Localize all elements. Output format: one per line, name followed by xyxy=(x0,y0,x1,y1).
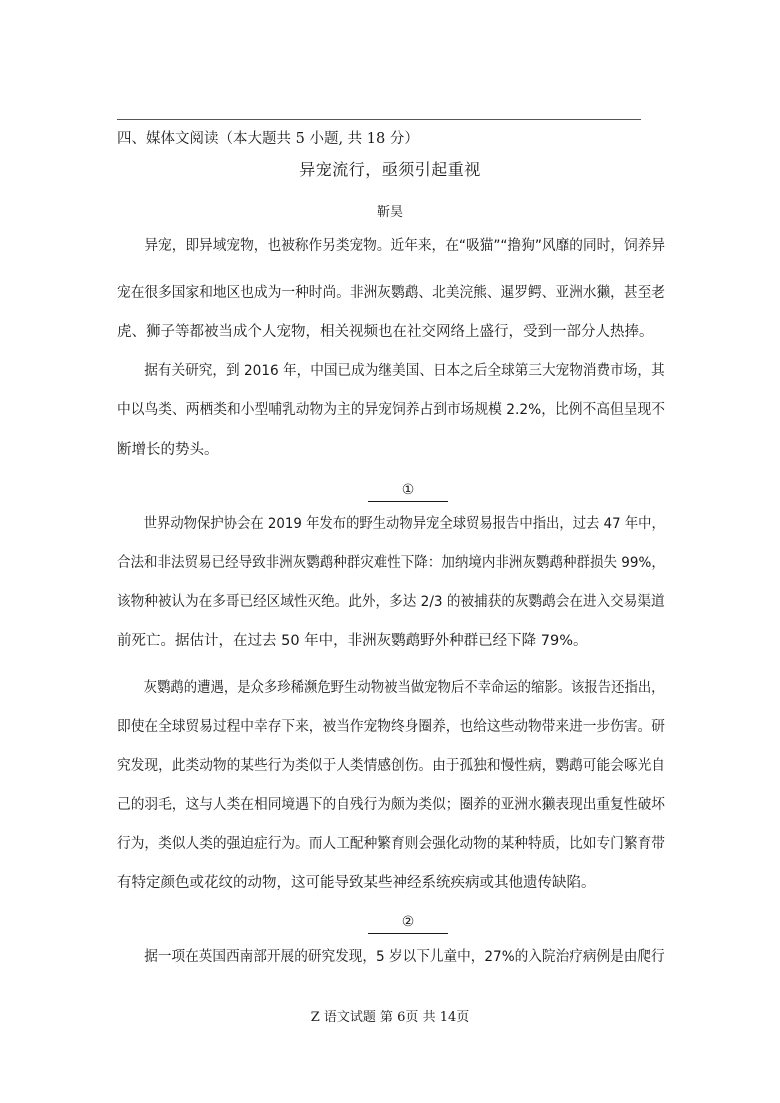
text-line: 合法和非法贸易已经导致非洲灰鹦鹉种群灾难性下降：加纳境内非洲灰鹦鹉种群损失 99%， xyxy=(117,555,665,571)
text-line: 己的羽毛，这与人类在相同境遇下的自残行为颇为类似；圈养的亚洲水獭表现出重复性破坏 xyxy=(117,797,665,813)
text-line: 前死亡。据估计，在过去 50 年中，非洲灰鹦鹉野外种群已经下降 79%。 xyxy=(117,633,588,649)
text-line: 有特定颜色或花纹的动物，这可能导致某些神经系统疾病或其他遗传缺陷。 xyxy=(117,875,596,891)
article-title: 异宠流行，亟须引起重视 xyxy=(299,160,481,179)
page-footer: Z 语文试题 第 6页 共 14页 xyxy=(310,1010,470,1025)
text-line: 行为，类似人类的强迫症行为。而人工配种繁育则会强化动物的某种特质，比如专门繁育带 xyxy=(117,836,665,852)
text-line: 中以鸟类、两栖类和小型哺乳动物为主的异宠饲养占到市场规模 2.2%，比例不高但呈现不 xyxy=(117,402,665,418)
text-line: 灰鹦鹉的遭遇，是众多珍稀濒危野生动物被当做宠物后不幸命运的缩影。该报告还指出， xyxy=(117,680,665,696)
text-line: 虎、狮子等都被当成个人宠物，相关视频也在社交网络上盛行，受到一部分人热捧。 xyxy=(117,324,654,340)
text-line: 据一项在英国西南部开展的研究发现，5 岁以下儿童中，27%的入院治疗病例是由爬行 xyxy=(117,949,665,965)
text-line: 该物种被认为在多哥已经区域性灭绝。此外，多达 2/3 的被捕获的灰鹦鹉会在进入交易渠道 xyxy=(117,594,665,610)
top-divider xyxy=(117,119,641,120)
text-line: 世界动物保护协会在 2019 年发布的野生动物异宠全球贸易报告中指出，过去 47 年中， xyxy=(117,516,665,532)
section-heading: 四、媒体文阅读（本大题共 5 小题, 共 18 分） xyxy=(117,131,419,147)
text-line: 宠在很多国家和地区也成为一种时尚。非洲灰鹦鹉、北美浣熊、暹罗鳄、亚洲水獭，甚至老 xyxy=(117,285,665,301)
subheading-blank-1: ① xyxy=(368,481,448,502)
text-line: 断增长的势头。 xyxy=(117,442,219,458)
subheading-blank-2: ② xyxy=(368,913,448,934)
text-line: 即使在全球贸易过程中幸存下来，被当作宠物终身圈养，也给这些动物带来进一步伤害。研 xyxy=(117,719,665,735)
text-line: 据有关研究，到 2016 年，中国已成为继美国、日本之后全球第三大宠物消费市场，其 xyxy=(117,363,665,379)
text-line: 异宠，即异域宠物，也被称作另类宠物。近年来，在“吸猫”“撸狗”风靡的同时，饲养异 xyxy=(117,238,666,254)
text-line: 究发现，此类动物的某些行为类似于人类情感创伤。由于孤独和慢性病，鹦鹉可能会啄光自 xyxy=(117,758,665,774)
article-author: 靳昊 xyxy=(376,205,403,220)
